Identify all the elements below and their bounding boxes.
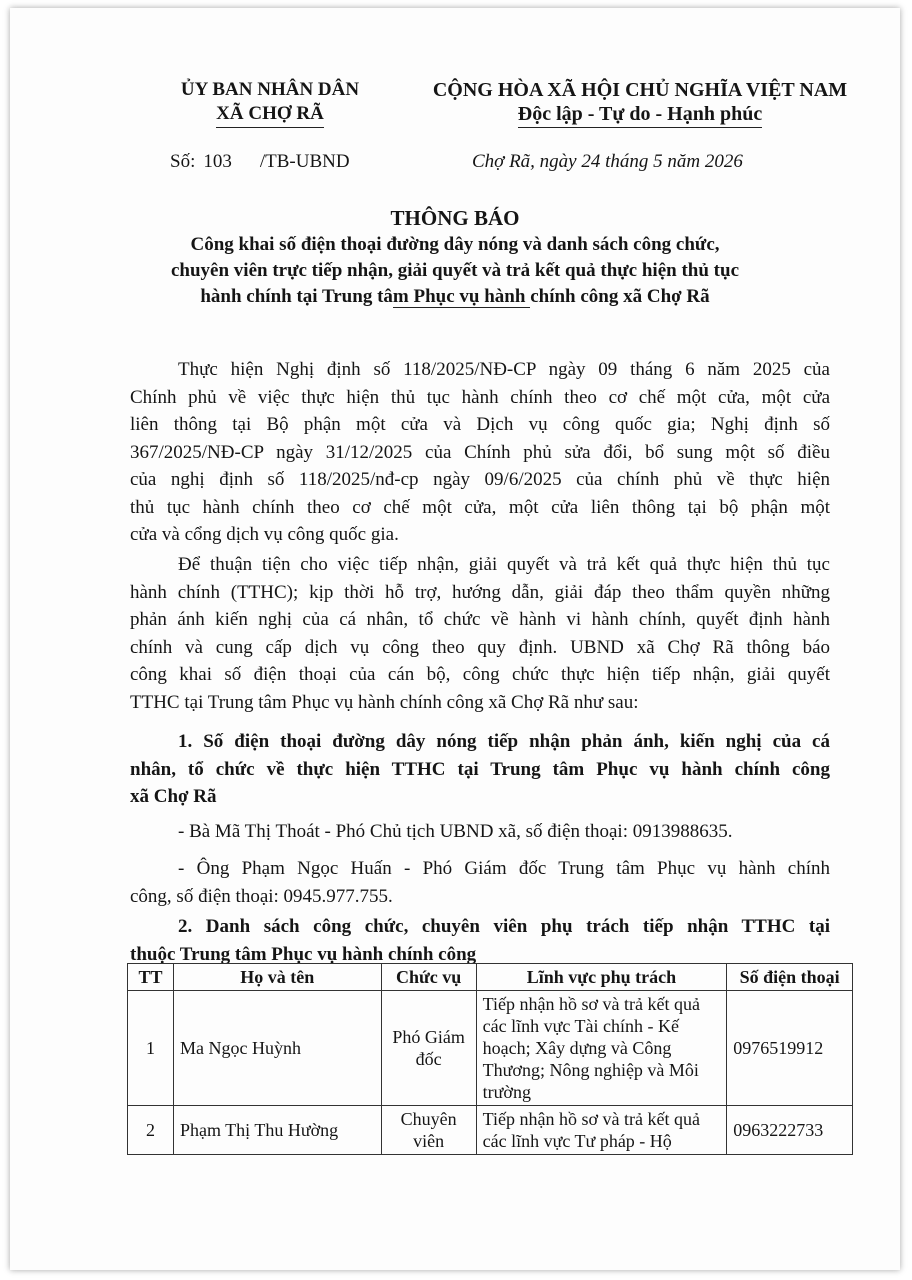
row-tt: 2 [128,1106,174,1155]
doc-number-label: Số: [170,151,196,172]
row-tt: 1 [128,991,174,1106]
subtitle-line-1: Công khai số điện thoại đường dây nóng và danh sách công chức, [190,234,720,255]
doc-number-value: 103 [203,151,232,172]
field-line: Thương; Nông nghiệp và Môi [482,1060,699,1080]
position-line: đốc [415,1049,442,1069]
para1-line: của nghị định số 118/2025/nđ-cp ngày 09/6/2025 của chính phủ về thực hiện [130,469,830,490]
row-phone: 0963222733 [727,1106,853,1155]
para1-line: liên thông tại Bộ phận một cửa và Dịch vụ công quốc gia; Nghị định số [130,414,830,435]
field-line: hoạch; Xây dựng và Công [482,1038,672,1058]
row-phone: 0976519912 [727,991,853,1106]
nation-name: CỘNG HÒA XÃ HỘI CHỦ NGHĨA VIỆT NAM [432,79,848,101]
section2-line: thuộc Trung tâm Phục vụ hành chính công [130,943,477,965]
table-row [128,991,853,1106]
row-field [476,991,727,1106]
date-prefix: Chợ Rã, ngày [472,151,577,172]
field-line: các lĩnh vực Tài chính - Kế [482,1016,680,1036]
motto: Độc lập - Tự do - Hạnh phúc [518,102,762,128]
position-line: Chuyên [400,1109,457,1129]
section2-line: 2. Danh sách công chức, chuyên viên phụ trách tiếp nhận TTHC tại [178,916,830,937]
header-phone: Số điện thoại [727,964,853,991]
para2-line: chính và cung cấp dịch vụ công theo quy định. UBND xã Chợ Rã thông báo [130,636,830,658]
issuing-agency [120,78,420,128]
subtitle-line-3a: hành chính tại Trung tâ [200,286,393,307]
agency-line-2: XÃ CHỢ RÃ [216,102,324,128]
agency-line-1: ỦY BAN NHÂN DÂN [180,79,360,100]
hotline-contact-1 [130,818,830,846]
contact2-line: - Ông Phạm Ngọc Huấn - Phó Giám đốc Trung tâm Phục vụ hành chính [178,858,830,879]
para1-line: Chính phủ về việc thực hiện thủ tục hành chính theo cơ chế một cửa, một cửa [130,386,830,408]
para2-line: hành chính (TTHC); kịp thời hỗ trợ, hướng dẫn, giải đáp theo thẩm quyền những [130,581,830,603]
field-line: trường [482,1082,531,1102]
subtitle-line-2: chuyên viên trực tiếp nhận, giải quyết và trả kết quả thực hiện thủ tục [170,260,740,281]
para2-line: TTHC tại Trung tâm Phục vụ hành chính công xã Chợ Rã như sau: [130,691,639,713]
field-line: các lĩnh vực Tư pháp - Hộ [482,1131,672,1151]
table-header-row [128,964,853,991]
staff-table [127,963,853,1155]
para2-line: phản ánh kiến nghị của cá nhân, tổ chức về hành vi hành chính, quyết định hành [130,609,830,630]
paragraph-legal-basis [130,356,830,549]
document-subtitle [10,232,900,310]
header-name: Họ và tên [174,964,382,991]
doc-number-suffix: /TB-UBND [259,151,350,172]
header-position: Chức vụ [381,964,476,991]
subtitle-line-3c: chính công xã Chợ Rã [530,286,710,307]
date-year: 2026 [704,151,743,172]
date-day: 24 [581,151,601,172]
document-number [170,151,350,173]
para2-line: công khai số điện thoại của cán bộ, công chức thực hiện tiếp nhận, giải quyết [130,664,830,685]
field-line: Tiếp nhận hồ sơ và trả kết quả [482,1109,700,1129]
row-position [381,991,476,1106]
row-name: Ma Ngọc Huỳnh [174,991,382,1106]
table-row [128,1106,853,1155]
para2-line: Để thuận tiện cho việc tiếp nhận, giải quyết và trả kết quả thực hiện thủ tục [178,554,830,575]
para1-line: 367/2025/NĐ-CP ngày 31/12/2025 của Chính phủ sửa đổi, bổ sung một số điều [130,441,830,463]
header-field: Lĩnh vực phụ trách [476,964,727,991]
document-page [10,8,900,1270]
contact1-line: - Bà Mã Thị Thoát - Phó Chủ tịch UBND xã, số điện thoại: 0913988635. [178,821,733,842]
row-position [381,1106,476,1155]
date-mid: tháng 5 năm [605,151,701,172]
header-tt: TT [128,964,174,991]
row-field [476,1106,727,1155]
date-line [472,151,743,173]
position-line: viên [413,1131,445,1151]
national-motto [390,78,890,128]
document-title: THÔNG BÁO [390,206,520,230]
subtitle-line-3b: m Phục vụ hành [392,286,531,307]
section-1-heading [130,728,830,811]
para1-line: cửa và cổng dịch vụ công quốc gia. [130,524,399,545]
para1-line: thủ tục hành chính theo cơ chế một cửa, một cửa liên thông tại bộ phận một [130,496,830,518]
section1-line: 1. Số điện thoại đường dây nóng tiếp nhận phản ánh, kiến nghị của cá [178,731,830,752]
contact2-line: công, số điện thoại: 0945.977.755. [130,885,393,907]
section-2-heading [130,913,830,968]
field-line: Tiếp nhận hồ sơ và trả kết quả [482,994,700,1014]
paragraph-purpose [130,551,830,716]
section1-line: xã Chợ Rã [130,786,217,807]
row-name: Phạm Thị Thu Hường [174,1106,382,1155]
para1-line: Thực hiện Nghị định số 118/2025/NĐ-CP ngày 09 tháng 6 năm 2025 của [178,359,830,380]
section1-line: nhân, tổ chức về thực hiện TTHC tại Trung tâm Phục vụ hành chính công [130,758,830,780]
hotline-contact-2 [130,855,830,910]
position-line: Phó Giám [392,1027,465,1047]
